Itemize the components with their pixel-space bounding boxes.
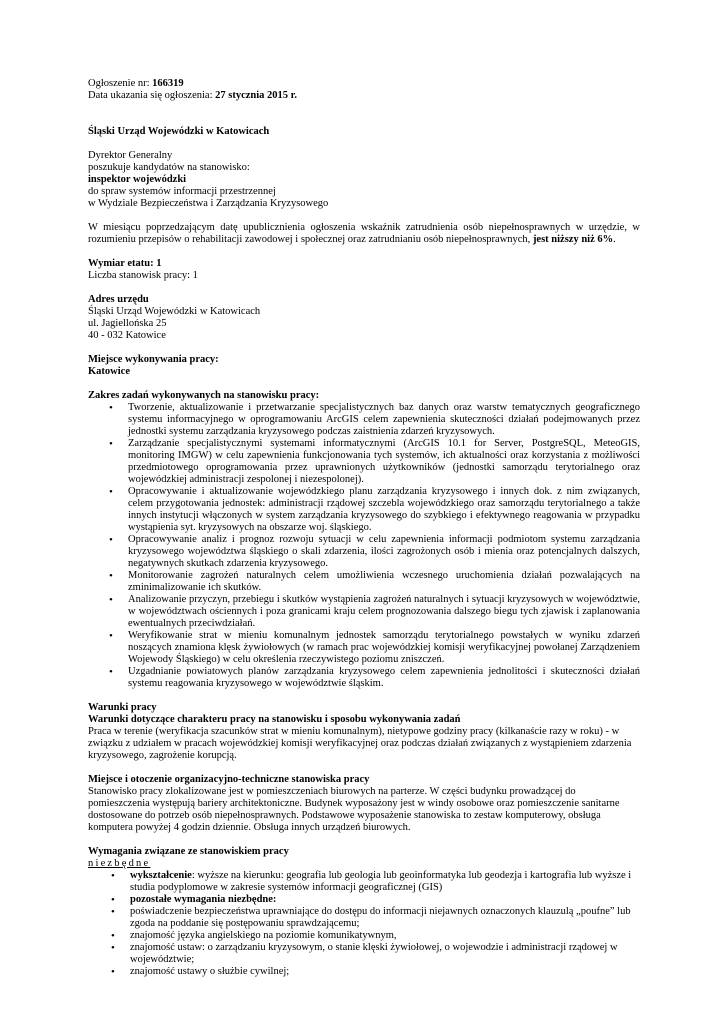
tasks-title: Zakres zadań wykonywanych na stanowisku pracy: [88,390,320,401]
announcement-label: Ogłoszenie nr: [88,78,153,89]
disability-rate: jest niższy niż 6% [532,234,614,245]
list-item: • pozostałe wymagania niezbędne: [130,894,640,906]
address-line-2: ul. Jagiellońska 25 [88,318,167,329]
list-item: • wykształcenie: wyższe na kierunku: geografia lub geologia lub geoinformatyka lub geodezja i kartografia lub wyższe i studia podyplomowe w zakresie systemów informacji geograficznej (GIS) [130,870,640,894]
conditions-subtitle: Warunki dotyczące charakteru pracy na stanowisku i sposobu wykonywania zadań [88,714,461,725]
address-line-3: 40 - 032 Katowice [88,330,166,341]
list-item: • Uzgadnianie powiatowych planów zarządzania kryzysowego celem zapewnienia jednolitości i skuteczności działań systemu reagowania kryzysowego w województwie śląskim. [128,666,640,690]
etat-count: Liczba stanowisk pracy: 1 [88,270,198,281]
list-item: • znajomość ustawy o służbie cywilnej; [130,966,640,978]
etat-title: Wymiar etatu: 1 [88,258,162,269]
requirements-list [88,870,640,978]
recruiter-line-1: Dyrektor Generalny [88,150,173,161]
list-item: • Tworzenie, aktualizowanie i przetwarzanie specjalistycznych baz danych oraz warstw tematycznych geograficznego systemu informacyjnego w oprogramowaniu ArcGIS celem zapewnienia skuteczności działań podejmowanych przez jednostki systemu zarządzania kryzysowego podczas zaistnienia zdarzeń kryzysowych. [128,402,640,438]
conditions-text: Praca w terenie (weryfikacja szacunków strat w mieniu komunalnym), nietypowe godziny pracy (kilkanaście razy w roku) - w związku z udziałem w pracach wojewódzkiej komisji weryfikacyjnej oraz podczas działań związanych z wystąpieniem zdarzenia kryzysowego, zagrożenie korupcją. [88,726,632,761]
disability-note: W miesiącu poprzedzającym datę upublicznienia ogłoszenia wskaźnik zatrudnienia osób niepełnosprawnych w urzędzie, w rozumieniu przepisów o rehabilitacji zawodowej i społecznej oraz zatrudnianiu osób niepełnosprawnych, jest niższy niż 6%. [88,222,640,245]
requirements-title: Wymagania związane ze stanowiskiem pracy [88,846,289,857]
list-item: • Weryfikowanie strat w mieniu komunalnym jednostek samorządu terytorialnego powstałych w wyniku zdarzeń noszących znamiona klęsk żywiołowych (w ramach prac wojewódzkiej komisji weryfikacyjnej powołanej Zarządzeniem Wojewody Śląskiego) w celu określenia rzeczywistego poziomu zniszczeń. [128,630,640,666]
environment-title: Miejsce i otoczenie organizacyjno-techniczne stanowiska pracy [88,774,370,785]
office-name: Śląski Urząd Wojewódzki w Katowicach [88,126,270,137]
workplace-city: Katowice [88,366,130,377]
position-scope: do spraw systemów informacji przestrzennej [88,186,276,197]
workplace-title: Miejsce wykonywania pracy: [88,354,219,365]
date-value: 27 stycznia 2015 r. [215,90,297,101]
announcement-number-line [88,78,640,90]
requirements-necessary-label: niezbędne [88,858,151,869]
job-announcement-document [88,78,640,978]
environment-text: Stanowisko pracy zlokalizowane jest w pomieszczeniach biurowych na parterze. W części budynku prowadzącej do pomieszczenia występują bariery architektoniczne. Budynek wyposażony jest w windy osobowe oraz pomieszczenie sanitarne dostosowane do potrzeb osób niepełnosprawnych. Podstawowe wyposażenie stanowiska to zestaw komputerowy, obsługa komputera powyżej 4 godzin dziennie. Obsługa innych urządzeń biurowych. [88,786,620,833]
position-department: w Wydziale Bezpieczeństwa i Zarządzania Kryzysowego [88,198,329,209]
tasks-list [88,402,640,690]
position-title: inspektor wojewódzki [88,174,187,185]
announcement-date-line [88,90,640,102]
address-line-1: Śląski Urząd Wojewódzki w Katowicach [88,306,261,317]
list-item: • Analizowanie przyczyn, przebiegu i skutków wystąpienia zagrożeń naturalnych i sytuacji kryzysowych w województwie, w województwach ościennych i poza granicami kraju celem prognozowania dalszego biegu tych zjawisk i zaplanowania ewentualnych przeciwdziałań. [128,594,640,630]
list-item: • Opracowywanie analiz i prognoz rozwoju sytuacji w celu zapewnienia informacji podmiotom systemu zarządzania kryzysowego województwa śląskiego o skali zdarzenia, ilości zagrożonych osób i mienia oraz potencjalnych dalszych, negatywnych skutkach zdarzenia kryzysowego. [128,534,640,570]
list-item: • znajomość ustaw: o zarządzaniu kryzysowym, o stanie klęski żywiołowej, o wojewodzie i administracji rządowej w województwie; [130,942,640,966]
date-label: Data ukazania się ogłoszenia: [88,90,216,101]
list-item: • Monitorowanie zagrożeń naturalnych celem umożliwienia wczesnego uruchomienia działań pozwalających na zminimalizowanie ich skutków. [128,570,640,594]
recruiter-line-2: poszukuje kandydatów na stanowisko: [88,162,250,173]
list-item: • znajomość języka angielskiego na poziomie komunikatywnym, [130,930,640,942]
conditions-title: Warunki pracy [88,702,157,713]
announcement-number: 166319 [152,78,184,89]
list-item: • Opracowywanie i aktualizowanie wojewódzkiego planu zarządzania kryzysowego i innych dok. z nim związanych, celem przygotowania jednostek: administracji rządowej szczebla wojewódzkiego oraz samorządu terytorialnego a także innych instytucji włączonych w system zarządzania kryzysowego do szybkiego i efektywnego reagowania w przypadku wystąpienia syt. kryzysowych na obszarze woj. śląskiego. [128,486,640,534]
list-item: • poświadczenie bezpieczeństwa uprawniające do dostępu do informacji niejawnych oznaczonych klauzulą „poufne” lub zgoda na poddanie się postępowaniu sprawdzającemu; [130,906,640,930]
list-item: • Zarządzanie specjalistycznymi systemami informatycznymi (ArcGIS 10.1 for Server, PostgreSQL, MeteoGIS, monitoring IMGW) w celu zapewnienia funkcjonowania tych systemów, ich aktualności oraz korzystania z możliwości przedmiotowego oprogramowania przez uprawnionych użytkowników (jednostki samorządu terytorialnego oraz wojewódzkiej administracji zespolonej i niezespolonej). [128,438,640,486]
address-title: Adres urzędu [88,294,149,305]
